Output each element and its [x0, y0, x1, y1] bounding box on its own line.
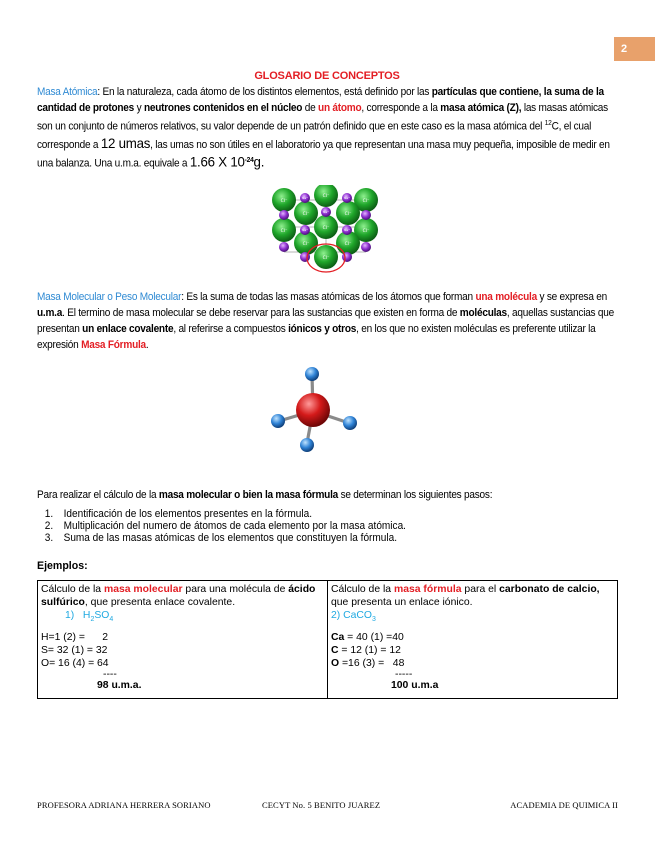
example-calcium-carbonate: Cálculo de la masa fórmula para el carbonato de calcio, que presenta un enlace iónico. 2) CaCO$_3$ Ca = 40 (1) =40 C = 12 (1) = 12 O =16 (3) = 48 ----- 100 u.m.a: [328, 581, 618, 699]
svg-text:Cl⁻: Cl⁻: [344, 242, 352, 248]
term-masa-atomica: Masa Atómica: [37, 86, 98, 98]
svg-text:Cl⁻: Cl⁻: [302, 242, 310, 248]
svg-text:Cl⁻: Cl⁻: [322, 256, 330, 262]
svg-text:Cl⁻: Cl⁻: [280, 229, 288, 235]
page-title: GLOSARIO DE CONCEPTOS: [254, 70, 400, 82]
footer-school: CECYT No. 5 BENITO JUAREZ: [262, 800, 381, 810]
svg-text:Cl⁻: Cl⁻: [362, 199, 370, 205]
svg-text:Na⁺: Na⁺: [302, 196, 308, 201]
examples-table: [37, 580, 618, 699]
svg-text:Na⁺: Na⁺: [344, 228, 350, 233]
svg-text:Na⁺: Na⁺: [323, 210, 329, 215]
footer-academy: ACADEMIA DE QUIMICA II: [510, 800, 618, 810]
tetrahedral-molecule-image: [265, 365, 365, 455]
nacl-crystal-image: [266, 185, 386, 275]
svg-text:Cl⁻: Cl⁻: [322, 194, 330, 200]
examples-heading: Ejemplos:: [37, 560, 88, 573]
page-number-badge: 2: [614, 37, 655, 61]
svg-text:Cl⁻: Cl⁻: [362, 229, 370, 235]
svg-text:Cl⁻: Cl⁻: [322, 226, 330, 232]
svg-text:Na⁺: Na⁺: [344, 196, 350, 201]
steps-list: [37, 508, 588, 544]
list-item: 3. Suma de las masas atómicas de los elementos que constituyen la fórmula.: [56, 532, 588, 544]
svg-text:Cl⁻: Cl⁻: [302, 212, 310, 218]
example-sulfuric-acid: Cálculo de la masa molecular para una molécula de ácido sulfúrico, que presenta enlace covalente. 1) $H_2SO_4$ H=1 (2) = 2 S= 32 (1) = 32 O= 16 (4) = 64 ---- 98 u.m.a.: [38, 581, 328, 699]
list-item: 1. Identificación de los elementos presentes en la fórmula.: [56, 508, 588, 520]
paragraph-pasos-intro: Para realizar el cálculo de la masa molecular o bien la masa fórmula se determinan los siguientes pasos:: [37, 489, 493, 502]
list-item: 2. Multiplicación del numero de átomos de cada elemento por la masa atómica.: [56, 520, 588, 532]
svg-text:Na⁺: Na⁺: [302, 228, 308, 233]
svg-text:Cl⁻: Cl⁻: [344, 212, 352, 218]
svg-text:Cl⁻: Cl⁻: [280, 199, 288, 205]
footer-author: PROFESORA ADRIANA HERRERA SORIANO: [37, 800, 211, 810]
document-body: [37, 70, 617, 699]
paragraph-masa-molecular: Masa Molecular o Peso Molecular: Es la suma de todas las masas atómicas de los átomos que forman una molécula y se expresa en u.m.a. El termino de masa molecular se debe reservar para las sustancias que existen en forma de moléculas, aquellas sustancias que presentan un enlace covalente, al referirse a compuestos iónicos y otros, en los que no existen moléculas es preferente utilizar la expresión Masa Fórmula.: [37, 291, 614, 352]
term-masa-molecular: Masa Molecular o Peso Molecular: [37, 291, 182, 304]
paragraph-masa-atomica: Masa Atómica: En la naturaleza, cada átomo de los distintos elementos, está definido por las partículas que contiene, la suma de la cantidad de protones y neutrones contenidos en el núcleo de un átomo, corresponde a la masa atómica (Z), las masas atómicas son un conjunto de números relativos, su valor depende de un patrón definido que en este caso es la masa atómica del $^{12}$C, el cual corresponde a 12 umas, las umas no son útiles en el laboratorio ya que representan una masa muy pequeña, imposible de medir en una balanza. Una u.m.a. equivale a 1.66 X $10^{-24}g$.: [37, 86, 610, 170]
